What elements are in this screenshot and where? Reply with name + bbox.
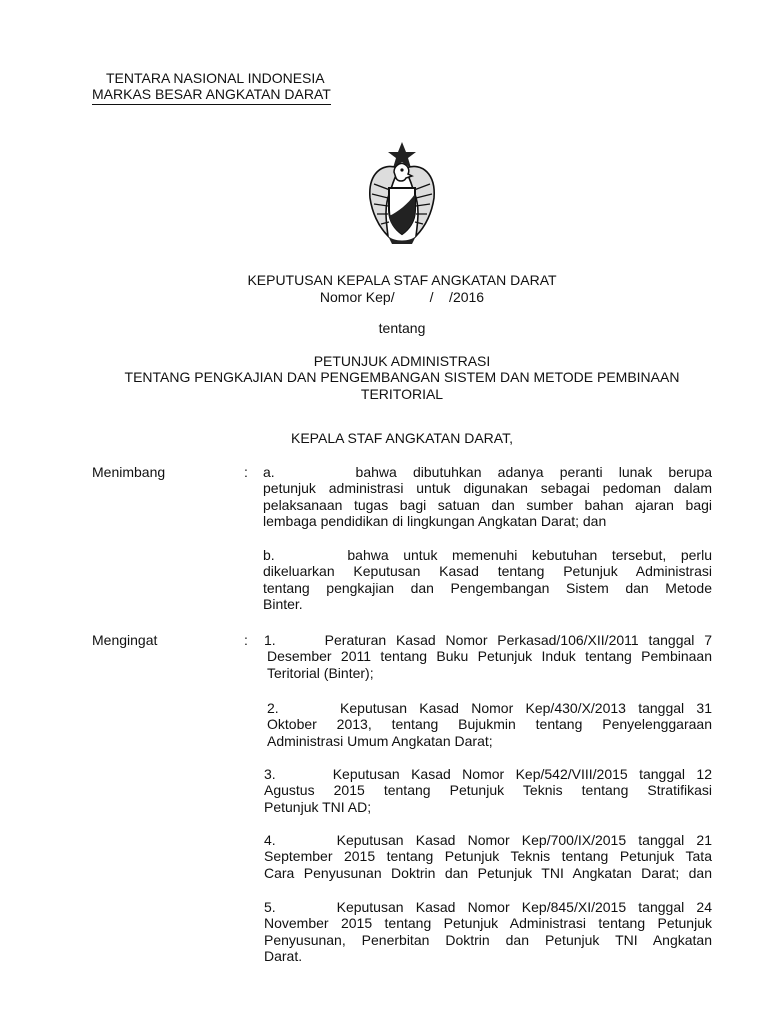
mengingat-item-3 bbox=[264, 766, 712, 815]
mengingat-4-line-1: 4. Keputusan Kasad Nomor Kep/700/IX/2015 tanggal 21 bbox=[264, 832, 712, 848]
mengingat-5-line-3: Penyusunan, Penerbitan Doktrin dan Petunjuk TNI Angkatan bbox=[264, 931, 712, 948]
mengingat-3-line-2: Agustus 2015 tentang Petunjuk Teknis tentang Stratifikasi bbox=[264, 782, 712, 799]
mengingat-4-line-2: September 2015 tentang Petunjuk Teknis tentang Petunjuk Tata bbox=[264, 848, 712, 865]
menimbang-colon: : bbox=[244, 464, 248, 480]
menimbang-label: Menimbang bbox=[92, 464, 166, 480]
mengingat-2-line-1: 2. Keputusan Kasad Nomor Kep/430/X/2013 tanggal 31 bbox=[267, 700, 712, 716]
mengingat-1-line-3: Teritorial (Binter); bbox=[267, 664, 374, 681]
menimbang-item-b bbox=[263, 547, 712, 613]
mengingat-item-1 bbox=[264, 632, 712, 681]
mengingat-item-2 bbox=[267, 700, 712, 749]
army-emblem-icon bbox=[364, 140, 440, 246]
menimbang-a-line-1: a. bahwa dibutuhkan adanya peranti lunak berupa bbox=[263, 464, 712, 480]
menimbang-b-line-3: tentang pengkajian dan Pengembangan Sistem dan Metode bbox=[263, 579, 712, 596]
menimbang-a-line-4: lembaga pendidikan di lingkungan Angkatan Darat; dan bbox=[263, 513, 607, 530]
mengingat-label: Mengingat bbox=[92, 632, 158, 648]
decree-subject-line-1: PETUNJUK ADMINISTRASI bbox=[313, 353, 491, 369]
mengingat-4-line-3: Cara Penyusunan Doktrin dan Petunjuk TNI Angkatan Darat; dan bbox=[264, 864, 712, 881]
decree-tentang: tentang bbox=[378, 320, 426, 336]
decree-title: KEPUTUSAN KEPALA STAF ANGKATAN DARAT bbox=[247, 272, 557, 288]
menimbang-a-line-2: petunjuk administrasi untuk digunakan sebagai pedoman dalam bbox=[263, 480, 712, 497]
letterhead bbox=[92, 70, 331, 105]
menimbang-b-line-2: dikeluarkan Keputusan Kasad tentang Petunjuk Administrasi bbox=[263, 563, 712, 580]
mengingat-5-line-1: 5. Keputusan Kasad Nomor Kep/845/XI/2015 tanggal 24 bbox=[264, 899, 712, 915]
menimbang-b-line-1: b. bahwa untuk memenuhi kebutuhan tersebut, perlu bbox=[263, 547, 712, 563]
mengingat-5-line-2: November 2015 tentang Petunjuk Administrasi tentang Petunjuk bbox=[264, 915, 712, 932]
letterhead-line-1: TENTARA NASIONAL INDONESIA bbox=[106, 70, 325, 86]
mengingat-3-line-1: 3. Keputusan Kasad Nomor Kep/542/VIII/2015 tanggal 12 bbox=[264, 766, 712, 782]
mengingat-1-line-2: Desember 2011 tentang Buku Petunjuk Induk tentang Pembinaan bbox=[267, 648, 712, 665]
mengingat-2-line-3: Administrasi Umum Angkatan Darat; bbox=[267, 732, 493, 749]
menimbang-b-line-4: Binter. bbox=[263, 596, 303, 613]
decree-number: Nomor Kep/ / /2016 bbox=[319, 289, 485, 305]
mengingat-3-line-3: Petunjuk TNI AD; bbox=[264, 798, 372, 815]
mengingat-1-line-1: 1. Peraturan Kasad Nomor Perkasad/106/XII/2011 tanggal 7 bbox=[264, 632, 712, 648]
mengingat-item-4 bbox=[264, 832, 712, 881]
mengingat-2-line-2: Oktober 2013, tentang Bujukmin tentang Penyelenggaraan bbox=[267, 716, 712, 733]
menimbang-a-line-3: pelaksanaan tugas bagi satuan dan sumber bahan ajaran bagi bbox=[263, 496, 712, 513]
decree-authority: KEPALA STAF ANGKATAN DARAT, bbox=[291, 430, 513, 446]
decree-subject-line-3: TERITORIAL bbox=[360, 386, 444, 402]
mengingat-colon: : bbox=[244, 632, 248, 648]
menimbang-item-a bbox=[263, 464, 712, 530]
mengingat-5-line-4: Darat. bbox=[264, 948, 303, 965]
mengingat-item-5 bbox=[264, 899, 712, 965]
decree-subject-line-2: TENTANG PENGKAJIAN DAN PENGEMBANGAN SISTEM DAN METODE PEMBINAAN bbox=[124, 369, 680, 385]
letterhead-line-2: MARKAS BESAR ANGKATAN DARAT bbox=[92, 86, 331, 105]
